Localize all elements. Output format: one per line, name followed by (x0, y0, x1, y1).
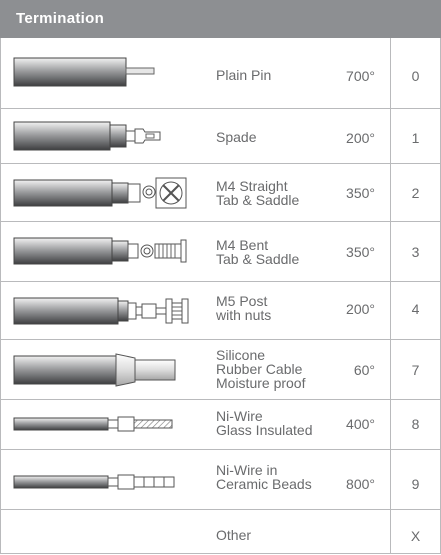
table-row (1, 38, 440, 109)
termination-label: Plain Pin (216, 67, 272, 83)
termination-label: M5 Post with nuts (216, 293, 272, 323)
table-title: Termination (16, 10, 105, 27)
bent-tab-saddle-icon (13, 234, 188, 268)
termination-code: 1 (411, 130, 420, 146)
temperature-value: 200° (346, 301, 375, 317)
table-row (1, 340, 440, 400)
termination-label: Ni-Wire in Ceramic Beads (216, 462, 312, 492)
temperature-value: 350° (346, 244, 375, 260)
spade-icon (13, 121, 163, 151)
termination-label: Silicone Rubber Cable Moisture proof (216, 347, 306, 391)
ceramic-beads-wire-icon (13, 472, 183, 492)
table-row (1, 282, 440, 340)
termination-code: 2 (411, 185, 420, 201)
termination-code: 9 (411, 476, 420, 492)
termination-table (0, 38, 441, 554)
termination-label: Other (216, 527, 252, 543)
termination-label: M4 Straight Tab & Saddle (216, 178, 300, 208)
temperature-value: 400° (346, 416, 375, 432)
termination-code: 0 (411, 68, 420, 84)
termination-code: X (410, 528, 421, 544)
termination-code: 8 (411, 416, 420, 432)
silicone-cable-icon (13, 348, 178, 392)
table-row (1, 400, 440, 450)
glass-insulated-wire-icon (13, 414, 178, 434)
temperature-value: 60° (353, 362, 375, 378)
table-row (1, 510, 440, 553)
table-row (1, 222, 440, 282)
straight-tab-saddle-icon (13, 176, 188, 210)
temperature-value: 800° (346, 476, 375, 492)
temperature-value: 350° (346, 185, 375, 201)
termination-label: M4 Bent Tab & Saddle (216, 237, 300, 267)
termination-label: Ni-Wire Glass Insulated (216, 408, 313, 438)
termination-label: Spade (216, 129, 257, 145)
post-with-nuts-icon (13, 293, 193, 329)
table-header (0, 0, 441, 38)
termination-code: 7 (411, 362, 420, 378)
table-row (1, 450, 440, 510)
temperature-value: 200° (346, 130, 375, 146)
temperature-value: 700° (346, 68, 375, 84)
table-row (1, 164, 440, 222)
termination-code: 3 (411, 244, 420, 260)
termination-code: 4 (411, 301, 420, 317)
plain-pin-icon (13, 56, 158, 90)
table-row (1, 109, 440, 164)
